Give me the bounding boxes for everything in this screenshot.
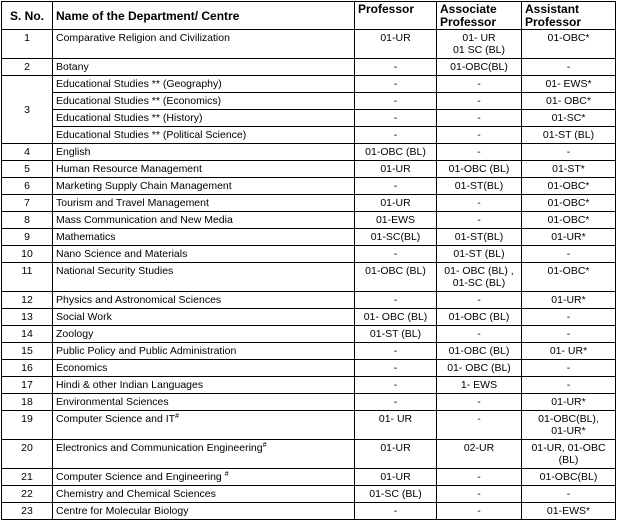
cell-department (53, 326, 355, 343)
department-name: Public Policy and Public Administration (56, 345, 237, 357)
cell-professor: - (355, 377, 437, 394)
cell-assistant-professor: 01-OBC* (522, 30, 616, 59)
footnote-marker: # (224, 471, 229, 478)
cell-department (53, 292, 355, 309)
footnote-marker: # (262, 442, 267, 449)
department-name: Educational Studies ** (Economics) (56, 95, 222, 107)
header-department: Name of the Department/ Centre (53, 2, 355, 30)
cell-department (53, 309, 355, 326)
cell-department (53, 144, 355, 161)
cell-professor: - (355, 292, 437, 309)
cell-sno: 1 (2, 30, 53, 59)
cell-sno: 10 (2, 246, 53, 263)
table-row (2, 246, 616, 263)
cell-department (53, 178, 355, 195)
cell-assistant-professor: 01-OBC* (522, 212, 616, 229)
cell-assistant-professor: 01-OBC* (522, 263, 616, 292)
cell-professor: 01-UR (355, 161, 437, 178)
cell-department (53, 440, 355, 469)
cell-professor: 01-UR (355, 195, 437, 212)
cell-sno: 11 (2, 263, 53, 292)
cell-associate-professor: 01- OBC (BL) , 01-SC (BL) (437, 263, 522, 292)
department-name: Electronics and Communication Engineering (56, 442, 263, 454)
cell-associate-professor: - (437, 503, 522, 520)
table-row (2, 212, 616, 229)
header-row (2, 2, 616, 30)
cell-professor: - (355, 360, 437, 377)
cell-associate-professor: 01-ST (BL) (437, 246, 522, 263)
table-row (2, 486, 616, 503)
table-row (2, 229, 616, 246)
department-name: English (56, 146, 91, 158)
cell-associate-professor: 01-OBC (BL) (437, 161, 522, 178)
cell-professor: 01-UR (355, 30, 437, 59)
table-row (2, 309, 616, 326)
cell-sno: 12 (2, 292, 53, 309)
cell-sno: 15 (2, 343, 53, 360)
department-name: Tourism and Travel Management (56, 197, 209, 209)
cell-assistant-professor: 01- OBC* (522, 93, 616, 110)
cell-sno: 4 (2, 144, 53, 161)
cell-associate-professor: 01-OBC(BL) (437, 59, 522, 76)
table-row (2, 178, 616, 195)
cell-department (53, 469, 355, 486)
table-row (2, 292, 616, 309)
cell-department (53, 161, 355, 178)
cell-assistant-professor: 01- EWS* (522, 76, 616, 93)
cell-department (53, 195, 355, 212)
department-name: Educational Studies ** (Political Science) (56, 129, 247, 141)
cell-department (53, 229, 355, 246)
header-associate-professor: Associate Professor (437, 2, 522, 30)
department-name: National Security Studies (56, 265, 174, 277)
cell-associate-professor: - (437, 469, 522, 486)
cell-associate-professor: - (437, 195, 522, 212)
department-name: Physics and Astronomical Sciences (56, 294, 222, 306)
table-row (2, 360, 616, 377)
cell-department (53, 503, 355, 520)
cell-sno: 5 (2, 161, 53, 178)
department-name: Social Work (56, 311, 112, 323)
table-row (2, 377, 616, 394)
cell-assistant-professor: - (522, 59, 616, 76)
cell-department (53, 343, 355, 360)
table-row (2, 195, 616, 212)
department-name: Mathematics (56, 231, 116, 243)
cell-sno: 7 (2, 195, 53, 212)
table-row (2, 76, 616, 93)
cell-professor: 01- OBC (BL) (355, 309, 437, 326)
table-row (2, 503, 616, 520)
cell-professor: 01-OBC (BL) (355, 263, 437, 292)
table-row (2, 469, 616, 486)
cell-assistant-professor: 01-UR* (522, 292, 616, 309)
cell-associate-professor: 01- UR 01 SC (BL) (437, 30, 522, 59)
cell-assistant-professor: - (522, 326, 616, 343)
cell-associate-professor: - (437, 486, 522, 503)
department-name: Educational Studies ** (Geography) (56, 78, 222, 90)
header-sno: S. No. (2, 2, 53, 30)
cell-sno: 23 (2, 503, 53, 520)
cell-professor: 01-EWS (355, 212, 437, 229)
cell-sno: 3 (2, 76, 53, 144)
cell-assistant-professor: 01-ST* (522, 161, 616, 178)
cell-department (53, 394, 355, 411)
cell-assistant-professor: 01-OBC* (522, 195, 616, 212)
table-row (2, 93, 616, 110)
header-assistant-professor: Assistant Professor (522, 2, 616, 30)
recruitment-table-container (1, 1, 616, 520)
cell-professor: - (355, 93, 437, 110)
table-row (2, 343, 616, 360)
cell-assistant-professor: 01-OBC* (522, 178, 616, 195)
table-row (2, 263, 616, 292)
cell-associate-professor: 01- OBC (BL) (437, 360, 522, 377)
cell-department (53, 127, 355, 144)
cell-associate-professor: - (437, 212, 522, 229)
cell-sno: 22 (2, 486, 53, 503)
header-professor: Professor (355, 2, 437, 30)
cell-sno: 8 (2, 212, 53, 229)
table-row (2, 110, 616, 127)
department-name: Environmental Sciences (56, 396, 169, 408)
cell-sno: 21 (2, 469, 53, 486)
cell-professor: 01-SC(BL) (355, 229, 437, 246)
cell-sno: 6 (2, 178, 53, 195)
department-name: Marketing Supply Chain Management (56, 180, 232, 192)
cell-sno: 17 (2, 377, 53, 394)
department-name: Chemistry and Chemical Sciences (56, 488, 216, 500)
cell-sno: 20 (2, 440, 53, 469)
cell-professor: - (355, 76, 437, 93)
cell-department (53, 360, 355, 377)
cell-professor: 01-ST (BL) (355, 326, 437, 343)
table-row (2, 161, 616, 178)
cell-professor: - (355, 127, 437, 144)
cell-associate-professor: 01-OBC (BL) (437, 309, 522, 326)
cell-associate-professor: 01-ST(BL) (437, 229, 522, 246)
cell-assistant-professor: 01-UR* (522, 394, 616, 411)
department-name: Comparative Religion and Civilization (56, 32, 230, 44)
cell-associate-professor: - (437, 127, 522, 144)
cell-department (53, 30, 355, 59)
cell-department (53, 411, 355, 440)
cell-professor: - (355, 343, 437, 360)
cell-professor: 01- UR (355, 411, 437, 440)
cell-associate-professor: 1- EWS (437, 377, 522, 394)
department-name: Educational Studies ** (History) (56, 112, 203, 124)
cell-department (53, 93, 355, 110)
cell-sno: 16 (2, 360, 53, 377)
cell-sno: 18 (2, 394, 53, 411)
cell-department (53, 377, 355, 394)
cell-assistant-professor: 01-EWS* (522, 503, 616, 520)
cell-assistant-professor: - (522, 377, 616, 394)
cell-assistant-professor: 01-OBC(BL) (522, 469, 616, 486)
cell-associate-professor: 01-ST(BL) (437, 178, 522, 195)
cell-professor: - (355, 503, 437, 520)
cell-assistant-professor: - (522, 309, 616, 326)
cell-professor: 01-UR (355, 440, 437, 469)
department-name: Zoology (56, 328, 94, 340)
department-name: Nano Science and Materials (56, 248, 188, 260)
cell-assistant-professor: 01-ST (BL) (522, 127, 616, 144)
cell-associate-professor: - (437, 76, 522, 93)
cell-sno: 9 (2, 229, 53, 246)
table-row (2, 127, 616, 144)
cell-professor: - (355, 110, 437, 127)
department-name: Computer Science and IT (56, 413, 176, 425)
cell-associate-professor: - (437, 93, 522, 110)
vacancy-table (1, 1, 616, 520)
cell-professor: - (355, 394, 437, 411)
department-name: Human Resource Management (56, 163, 202, 175)
cell-professor: - (355, 246, 437, 263)
cell-professor: - (355, 178, 437, 195)
cell-assistant-professor: 01-OBC(BL), 01-UR* (522, 411, 616, 440)
cell-professor: - (355, 59, 437, 76)
cell-department (53, 486, 355, 503)
cell-department (53, 76, 355, 93)
table-row (2, 440, 616, 469)
department-name: Mass Communication and New Media (56, 214, 233, 226)
cell-sno: 13 (2, 309, 53, 326)
department-name: Economics (56, 362, 108, 374)
cell-associate-professor: 01-OBC (BL) (437, 343, 522, 360)
cell-assistant-professor: - (522, 246, 616, 263)
table-row (2, 394, 616, 411)
table-row (2, 59, 616, 76)
department-name: Computer Science and Engineering (56, 471, 225, 483)
cell-assistant-professor: 01-UR* (522, 229, 616, 246)
table-row (2, 144, 616, 161)
cell-assistant-professor: 01-UR, 01-OBC (BL) (522, 440, 616, 469)
cell-associate-professor: - (437, 144, 522, 161)
table-body (2, 30, 616, 520)
cell-associate-professor: - (437, 326, 522, 343)
cell-department (53, 263, 355, 292)
table-row (2, 326, 616, 343)
cell-assistant-professor: 01- UR* (522, 343, 616, 360)
department-name: Botany (56, 61, 89, 73)
cell-assistant-professor: - (522, 360, 616, 377)
cell-associate-professor: - (437, 292, 522, 309)
table-row (2, 30, 616, 59)
cell-assistant-professor: 01-SC* (522, 110, 616, 127)
cell-sno: 14 (2, 326, 53, 343)
cell-associate-professor: - (437, 411, 522, 440)
cell-assistant-professor: - (522, 486, 616, 503)
cell-assistant-professor: - (522, 144, 616, 161)
department-name: Centre for Molecular Biology (56, 505, 189, 517)
cell-sno: 19 (2, 411, 53, 440)
cell-professor: 01-UR (355, 469, 437, 486)
footnote-marker: # (175, 413, 179, 420)
cell-sno: 2 (2, 59, 53, 76)
cell-professor: 01-SC (BL) (355, 486, 437, 503)
cell-associate-professor: - (437, 110, 522, 127)
cell-associate-professor: - (437, 394, 522, 411)
cell-department (53, 246, 355, 263)
cell-professor: 01-OBC (BL) (355, 144, 437, 161)
cell-department (53, 59, 355, 76)
cell-department (53, 212, 355, 229)
department-name: Hindi & other Indian Languages (56, 379, 204, 391)
cell-department (53, 110, 355, 127)
cell-associate-professor: 02-UR (437, 440, 522, 469)
table-row (2, 411, 616, 440)
